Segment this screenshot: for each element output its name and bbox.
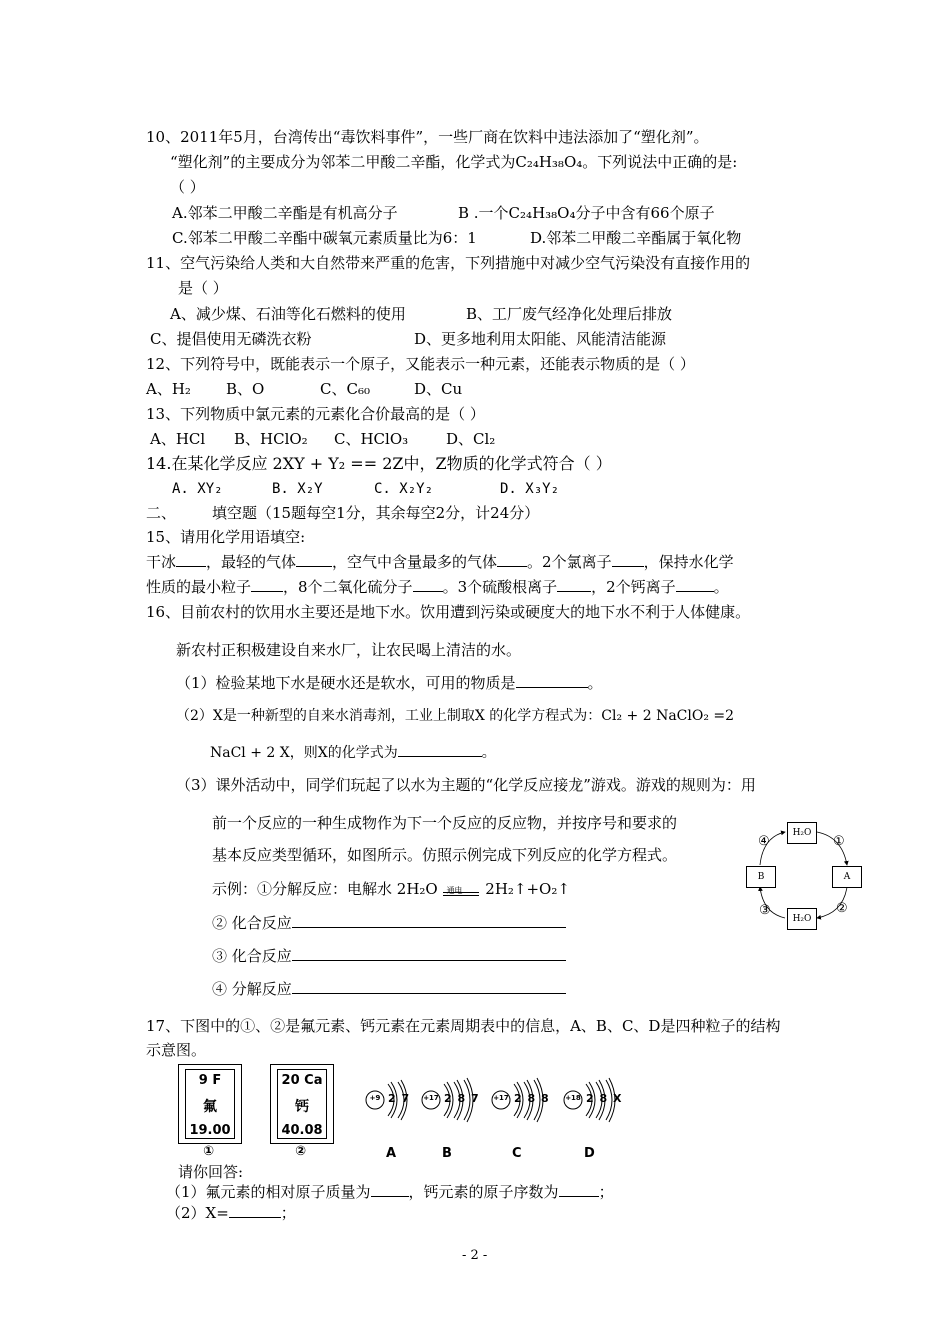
q14-option-a: A. XY₂: [172, 481, 223, 497]
electron-config: 2 8 7: [444, 1092, 480, 1105]
q13-stem: 13、下列物质中氯元素的元素化合价最高的是（ ）: [146, 405, 485, 423]
q16-sub3-line1: （3）课外活动中，同学们玩起了以水为主题的“化学反应接龙”游戏。游戏的规则为：用: [176, 776, 756, 794]
q15-blank-4[interactable]: [612, 552, 644, 567]
q15-blank-6[interactable]: [413, 577, 443, 592]
nucleus-charge: +17: [493, 1094, 509, 1102]
q15-text-lightest-gas: ，最轻的气体: [206, 553, 297, 571]
q17-q1-text: （1）氟元素的相对原子质量为: [166, 1183, 371, 1201]
q16-reaction4-label: ④ 分解反应: [212, 980, 292, 998]
q10-option-b: B .一个C₂₄H₃₈O₄分子中含有66个原子: [458, 204, 715, 222]
cycle-step-1: ①: [833, 834, 845, 849]
q15-text-smallest-particle: 性质的最小粒子: [146, 578, 252, 596]
q16-sub2-line1: （2）X是一种新型的自来水消毒剂，工业上制取X 的化学方程式为：Cl₂ + 2 NaClO₂ =2: [176, 708, 735, 724]
q17-question1: [166, 1182, 614, 1202]
q14-option-c: C. X₂Y₂: [374, 481, 434, 497]
element-card-calcium: [270, 1064, 334, 1144]
atom-diagram-c: [490, 1070, 560, 1132]
cycle-step-3: ③: [759, 903, 771, 918]
q16-stem-line2: 新农村正积极建设自来水厂，让农民喝上清洁的水。: [176, 641, 522, 659]
nucleus-charge: +17: [423, 1094, 439, 1102]
q16-sub2-text: NaCl + 2 X，则X的化学式为: [210, 745, 398, 761]
page-number: - 2 -: [462, 1248, 488, 1263]
reaction-cycle-diagram: [740, 815, 870, 945]
element-card-fluorine: [178, 1064, 242, 1144]
q15-text-chloride-ions: 。2个氯离子: [527, 553, 612, 571]
q15-text-water-property: ，保持水化学: [643, 553, 734, 571]
nucleus-charge: +9: [369, 1094, 381, 1102]
q15-blank-8[interactable]: [676, 577, 714, 592]
q16-sub3-line2: 前一个反应的一种生成物作为下一个反应的反应物，并按序号和要求的: [212, 814, 678, 832]
q16-sub1: [176, 673, 603, 693]
q11-stem-line2: 是（ ）: [178, 279, 228, 297]
q14-stem: 14.在某化学反应 2XY + Y₂ == 2Z中，Z物质的化学式符合（ ）: [146, 454, 612, 473]
q17-q2-text: （2）X=: [166, 1204, 229, 1222]
q10-option-a: A.邻苯二甲酸二辛酯是有机高分子: [172, 204, 398, 222]
q17-q1-end: ；: [598, 1183, 614, 1201]
nucleus-charge: +18: [565, 1094, 581, 1102]
q10-answer-paren: （ ）: [170, 178, 205, 196]
calcium-number-symbol: 20 Ca: [281, 1073, 323, 1088]
atom-label-a: A: [386, 1146, 397, 1161]
q15-text-calcium-ions: ，2个钙离子: [591, 578, 676, 596]
calcium-card-label: ②: [295, 1144, 307, 1159]
q15-text-period: 。: [713, 578, 729, 596]
atom-label-b: B: [442, 1146, 452, 1161]
calcium-name: 钙: [295, 1099, 309, 1115]
fluorine-number-symbol: 9 F: [198, 1073, 222, 1088]
cycle-node-b: B: [746, 866, 776, 888]
fluorine-mass: 19.00: [189, 1123, 231, 1138]
q15-line1: [146, 552, 734, 572]
q14-option-b: B. X₂Y: [272, 481, 323, 497]
q11-option-c: C、提倡使用无磷洗衣粉: [150, 330, 312, 348]
q11-stem-line1: 11、空气污染给人类和大自然带来严重的危害，下列措施中对减少空气污染没有直接作用的: [146, 254, 751, 272]
q17-question2: [166, 1203, 296, 1223]
section2-number: 二、: [146, 504, 177, 522]
atom-label-c: C: [512, 1146, 522, 1161]
q11-option-b: B、工厂废气经净化处理后排放: [466, 305, 673, 323]
cycle-step-2: ②: [836, 901, 848, 916]
q15-blank-2[interactable]: [296, 552, 332, 567]
cycle-node-bottom-water: H₂O: [787, 908, 817, 930]
q15-blank-1[interactable]: [176, 552, 206, 567]
q16-reaction-condition: 通电: [446, 886, 463, 895]
q17-q1-text2: ，钙元素的原子序数为: [408, 1183, 559, 1201]
q13-option-c: C、HClO₃: [334, 430, 409, 448]
q16-reaction2-blank[interactable]: [292, 913, 566, 928]
q16-reaction2: [212, 913, 566, 933]
fluorine-card-label: ①: [203, 1144, 215, 1159]
q17-stem-line2: 示意图。: [146, 1041, 207, 1059]
q12-option-c: C、C₆₀: [320, 380, 370, 398]
calcium-mass: 40.08: [281, 1123, 323, 1138]
q17-stem-line1: 17、下图中的①、②是氟元素、钙元素在元素周期表中的信息，A、B、C、D是四种粒子的结构: [146, 1017, 781, 1035]
q10-stem-line2: “塑化剂”的主要成分为邻苯二甲酸二辛酯，化学式为C₂₄H₃₈O₄。下列说法中正确的是:: [170, 153, 738, 171]
q11-option-d: D、更多地利用太阳能、风能清洁能源: [414, 330, 667, 348]
q16-reaction4-blank[interactable]: [292, 979, 566, 994]
q16-example: [212, 878, 570, 899]
q14-option-d: D. X₃Y₂: [500, 481, 560, 497]
q16-sub2-line2: [210, 742, 496, 763]
q16-sub3-line3: 基本反应类型循环，如图所示。仿照示例完成下列反应的化学方程式。: [212, 846, 678, 864]
q16-reaction3-blank[interactable]: [292, 946, 566, 961]
atom-diagram-b: [420, 1070, 490, 1132]
q16-sub2-end: 。: [481, 745, 496, 761]
q16-sub1-text: （1）检验某地下水是硬水还是软水，可用的物质是: [176, 674, 516, 692]
q10-stem-line1: 10、2011年5月，台湾传出“毒饮料事件”，一些厂商在饮料中违法添加了“塑化剂”。: [146, 128, 709, 146]
q13-option-b: B、HClO₂: [234, 430, 308, 448]
q17-q1-blank-mass[interactable]: [371, 1182, 409, 1197]
q16-reaction4: [212, 979, 566, 999]
q15-blank-7[interactable]: [557, 577, 591, 592]
q16-sub1-blank[interactable]: [516, 673, 588, 688]
q15-text-most-abundant: ，空气中含量最多的气体: [332, 553, 498, 571]
q10-option-d: D.邻苯二甲酸二辛酯属于氧化物: [530, 229, 742, 247]
q16-reaction3-label: ③ 化合反应: [212, 947, 292, 965]
atom-label-d: D: [584, 1146, 595, 1161]
q12-option-d: D、Cu: [414, 380, 463, 398]
q16-sub2-blank[interactable]: [398, 742, 482, 757]
cycle-node-top-water: H₂O: [787, 822, 817, 844]
q13-option-a: A、HCl: [150, 430, 206, 448]
q12-option-b: B、O: [226, 380, 265, 398]
q16-reaction-arrow: [443, 878, 481, 894]
q15-text-dry-ice: 干冰: [146, 553, 177, 571]
q15-line2: [146, 577, 729, 597]
q17-ask: 请你回答:: [178, 1163, 244, 1181]
section2-title: 填空题（15题每空1分，其余每空2分，计24分）: [212, 504, 540, 522]
q13-option-d: D、Cl₂: [446, 430, 496, 448]
q12-option-a: A、H₂: [146, 380, 191, 398]
q12-stem: 12、下列符号中，既能表示一个原子，又能表示一种元素，还能表示物质的是（ ）: [146, 355, 695, 373]
electron-config: 2 8 8: [514, 1092, 550, 1105]
q16-sub1-end: 。: [587, 674, 603, 692]
q15-stem: 15、请用化学用语填空:: [146, 528, 306, 546]
q10-option-c: C.邻苯二甲酸二辛酯中碳氧元素质量比为6：1: [172, 229, 477, 247]
q17-q2-blank[interactable]: [229, 1203, 281, 1218]
q17-q2-end: ；: [280, 1204, 296, 1222]
cycle-node-a: A: [832, 866, 862, 888]
q15-text-so2-molecules: ，8个二氧化硫分子: [283, 578, 413, 596]
q16-stem-line1: 16、目前农村的饮用水主要还是地下水。饮用遭到污染或硬度大的地下水不利于人体健康。: [146, 603, 751, 621]
atom-diagram-d: [562, 1070, 632, 1132]
q17-q1-blank-number[interactable]: [559, 1182, 599, 1197]
q16-reaction2-label: ② 化合反应: [212, 914, 292, 932]
electron-config: 2 7: [388, 1092, 411, 1105]
q16-reaction3: [212, 946, 566, 966]
q16-example-rhs: 2H₂↑+O₂↑: [485, 880, 570, 898]
q15-text-sulfate-ions: 。3个硫酸根离子: [442, 578, 558, 596]
fluorine-name: 氟: [203, 1099, 217, 1115]
q11-option-a: A、减少煤、石油等化石燃料的使用: [170, 305, 406, 323]
q16-example-lhs: 示例：①分解反应：电解水 2H₂O: [212, 880, 438, 898]
electron-config: 2 8 X: [586, 1092, 623, 1105]
q15-blank-5[interactable]: [251, 577, 283, 592]
cycle-step-4: ④: [758, 834, 770, 849]
q15-blank-3[interactable]: [497, 552, 527, 567]
